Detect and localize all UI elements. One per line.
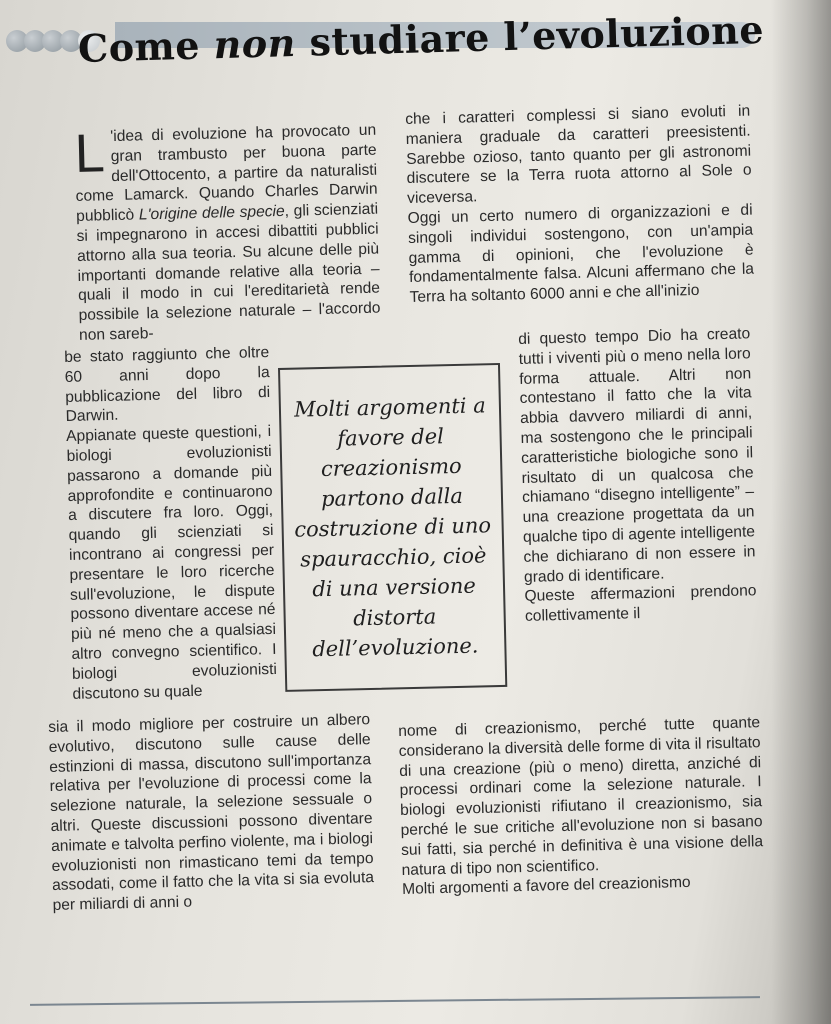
paragraph: Oggi un certo numero di organizzazioni e di singoli individui sostengono, con un'ampia gamma di opinioni, che l'evoluzione è fondamentalmente falsa. Alcuni affermano che la Terra ha soltanto 6000 anni e che all'inizio [407,201,755,307]
paragraph: be stato raggiunto che oltre 60 anni dopo la pubblicazione del libro di Darwin. [64,343,271,426]
paragraph: Queste affermazioni prendono collettivamente il [524,582,757,626]
page-title: Come non studiare l’evoluzione [77,6,765,71]
pull-quote-text: Molti argomenti a favore del creazionismo partono dalla costruzione di uno spauracchio, cioè di una versione distorta dell’evoluzione. [293,393,492,662]
page-shadow [771,0,831,1024]
paragraph: L 'idea di evoluzione ha provocato un gran trambusto per buona parte dell'Ottocento, a partire da naturalisti come Lamarck. Quando Charles Darwin pubblicò L'origine delle specie, gli scienziati si impegnarono in accesi dibattiti pubblici attorno alla sua teoria. Su alcune delle più importanti domande relative alla teoria – quali il modo in cui l'ereditarietà rende possibile la selezione naturale – l'accordo non sareb- [73,121,381,344]
right-column-top [405,102,755,308]
paragraph: Molti argomenti a favore del creazionismo [401,874,691,899]
paragraph: di questo tempo Dio ha creato tutti i viventi più o meno nella loro forma attuale. Altri non contestano il fatto che la vita abbia davvero miliardi di anni, ma sostengono che le principali caratteristiche biologiche sono il risultato di un qualcosa che chiamano “disegno intelligente” – una creazione progettata da un qualche tipo di agente intelligente che dichiarano di non essere in grado di identificare. [518,325,756,586]
pull-quote-box [278,363,507,692]
footer-rule [30,996,760,1006]
paragraph: sia il modo migliore per costruire un albero evolutivo, discutono sulle cause delle estinzioni di massa, discutono sull'importanza relativa per l'evoluzione di processi come la selezione naturale, la selezione sessuale o altri. Queste discussioni possono diventare animate e talvolta perfino violente, ma i biologi evoluzionisti non rimasticano temi da tempo assodati, come il fatto che la vita si sia evoluta per miliardi di anni o [48,711,375,915]
drop-cap: L [73,123,106,184]
left-column-top [74,121,381,346]
left-column-bottom [48,710,375,916]
right-column-narrow [518,324,757,627]
paragraph: nome di creazionismo, perché tutte quante considerano la diversità delle forme di vita il risultato di una creazione (più o meno) diretta, anziché di processi ordinari come la selezione naturale. I biologi evoluzionisti rifiutano il creazionismo, sia perché le sue critiche all'evoluzione non si basano sui fatti, sia perché in definitiva è una visione della natura di tipo non scientifico. [398,714,764,879]
paragraph: Appianate queste questioni, i biologi evoluzionisti passarono a domande più approfondite e continuarono a discutere fra loro. Oggi, quando gli scienziati si incontrano ai congressi per presentare le loro ricerche sull'evoluzione, le dispute possono diventare accese né più né meno che a qualsiasi altro convegno scientifico. I biologi evoluzionisti discutono su quale [65,423,278,703]
paragraph: che i caratteri complessi si siano evoluti in maniera graduale da caratteri preesistenti. Sarebbe ozioso, tanto quanto per gli astronomi discutere se la Terra ruota attorno al Sole o viceversa. [405,102,752,208]
left-column-narrow [64,343,278,704]
right-column-bottom [398,713,764,900]
